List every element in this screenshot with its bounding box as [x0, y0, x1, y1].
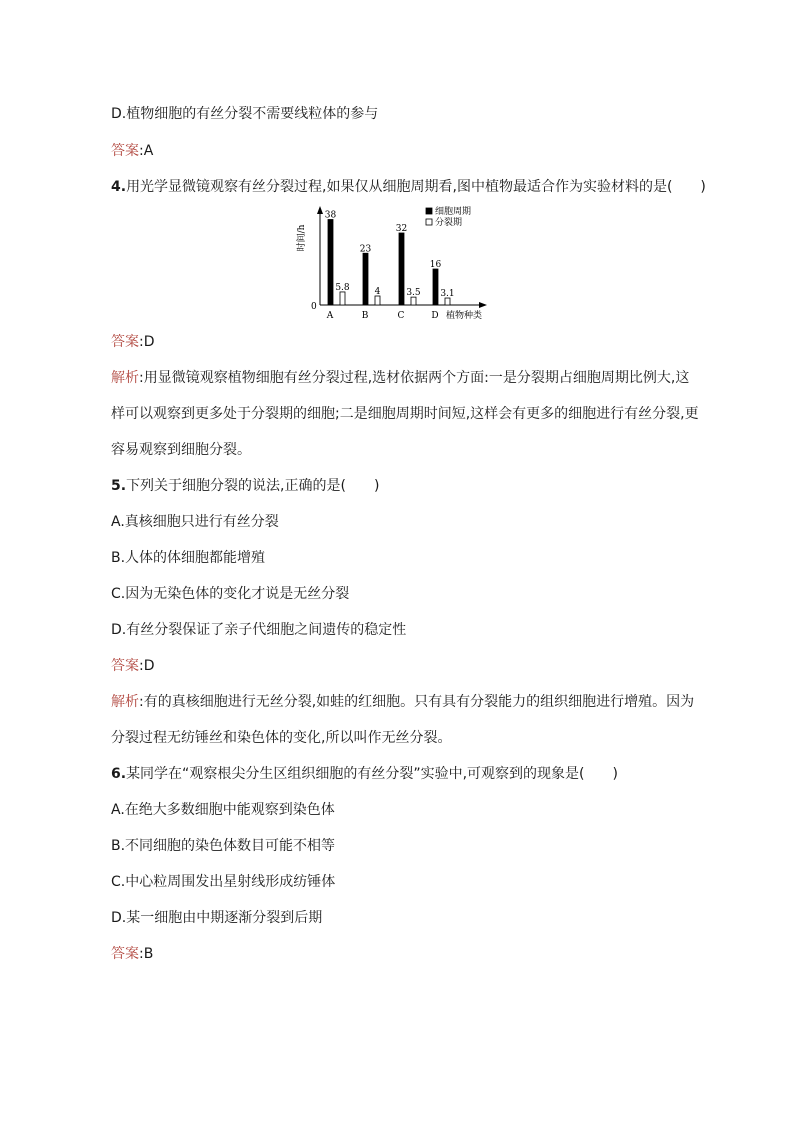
legend-swatch [426, 208, 432, 214]
q4-answer [111, 332, 155, 352]
q6-option-d: D.某一细胞由中期逐渐分裂到后期 [111, 910, 323, 926]
legend-label: 分裂期 [435, 218, 463, 228]
data-label: 5.8 [335, 282, 350, 293]
q4-analysis-line2: 样可以观察到更多处于分裂期的细胞;二是细胞周期时间短,这样会有更多的细胞进行有丝分裂,更 [111, 406, 699, 422]
analysis-text: :用显微镜观察植物细胞有丝分裂过程,选材依据两个方面:一是分裂期占细胞周期比例大,这 [139, 370, 690, 386]
q4-stem [111, 177, 706, 197]
analysis-label: 解析 [111, 370, 139, 386]
bar-cell-cycle-C [399, 233, 404, 305]
question-number: 4. [111, 179, 127, 195]
y-axis-label: 时间/h [297, 224, 307, 252]
legend-swatch [426, 219, 432, 225]
q3-answer [111, 141, 153, 161]
q5-option-d: D.有丝分裂保证了亲子代细胞之间遗传的稳定性 [111, 622, 407, 638]
origin-label: 0 [311, 302, 317, 312]
question-text: 某同学在“观察根尖分生区组织细胞的有丝分裂”实验中,可观察到的现象是( ) [126, 766, 618, 782]
q6-stem [111, 764, 618, 784]
x-axis-arrow [479, 302, 487, 308]
answer-value: :D [139, 658, 155, 674]
q6-option-a: A.在绝大多数细胞中能观察到染色体 [111, 802, 335, 818]
bar-division-D [445, 298, 450, 305]
q5-option-c: C.因为无染色体的变化才说是无丝分裂 [111, 586, 350, 602]
q5-stem [111, 476, 379, 496]
tick-label-D: D [431, 311, 439, 321]
q4-analysis-line1 [111, 368, 689, 388]
data-label: 3.1 [440, 289, 455, 300]
question-number: 5. [111, 478, 127, 494]
bar-cell-cycle-A [328, 220, 333, 306]
tick-label-B: B [361, 311, 369, 321]
q6-option-b: B.不同细胞的染色体数目可能不相等 [111, 838, 336, 854]
q6-option-c: C.中心粒周围发出星射线形成纺锤体 [111, 874, 336, 890]
data-label: 23 [359, 244, 372, 255]
data-label: 38 [324, 210, 337, 221]
answer-label: 答案 [111, 658, 139, 674]
bar-division-A [340, 292, 345, 305]
bar-cell-cycle-B [363, 253, 368, 305]
tick-label-C: C [397, 311, 405, 321]
answer-label: 答案 [111, 143, 139, 159]
question-number: 6. [111, 766, 127, 782]
answer-value: :A [139, 143, 154, 159]
bar-division-C [411, 297, 416, 305]
bar-cell-cycle-D [433, 269, 438, 305]
data-label: 32 [395, 224, 408, 234]
data-label: 3.5 [406, 288, 421, 299]
q5-option-a: A.真核细胞只进行有丝分裂 [111, 514, 279, 530]
legend-label: 细胞周期 [435, 207, 472, 217]
data-label: 16 [429, 260, 442, 270]
question-text: 下列关于细胞分裂的说法,正确的是( ) [126, 478, 380, 494]
q5-analysis-line2: 分裂过程无纺锤丝和染色体的变化,所以叫作无丝分裂。 [111, 730, 452, 746]
x-axis-label: 植物种类 [446, 311, 483, 321]
q3-option-d: D.植物细胞的有丝分裂不需要线粒体的参与 [111, 106, 379, 122]
answer-value: :B [139, 946, 154, 962]
analysis-label: 解析 [111, 694, 139, 710]
q5-analysis-line1 [111, 692, 694, 712]
data-label: 4 [374, 287, 381, 297]
tick-label-A: A [326, 311, 334, 321]
q6-answer [111, 944, 153, 964]
q5-answer [111, 656, 155, 676]
bar-division-B [375, 296, 380, 305]
y-axis-arrow [317, 206, 323, 214]
q5-option-b: B.人体的体细胞都能增殖 [111, 550, 266, 566]
analysis-text: :有的真核细胞进行无丝分裂,如蛙的红细胞。只有具有分裂能力的组织细胞进行增殖。因为 [139, 694, 695, 710]
q4-analysis-line3: 容易观察到细胞分裂。 [111, 442, 251, 458]
answer-value: :D [139, 334, 155, 350]
question-text: 用光学显微镜观察有丝分裂过程,如果仅从细胞周期看,图中植物最适合作为实验材料的是( ) [126, 179, 706, 195]
answer-label: 答案 [111, 946, 139, 962]
answer-label: 答案 [111, 334, 139, 350]
bar-chart [296, 202, 506, 324]
